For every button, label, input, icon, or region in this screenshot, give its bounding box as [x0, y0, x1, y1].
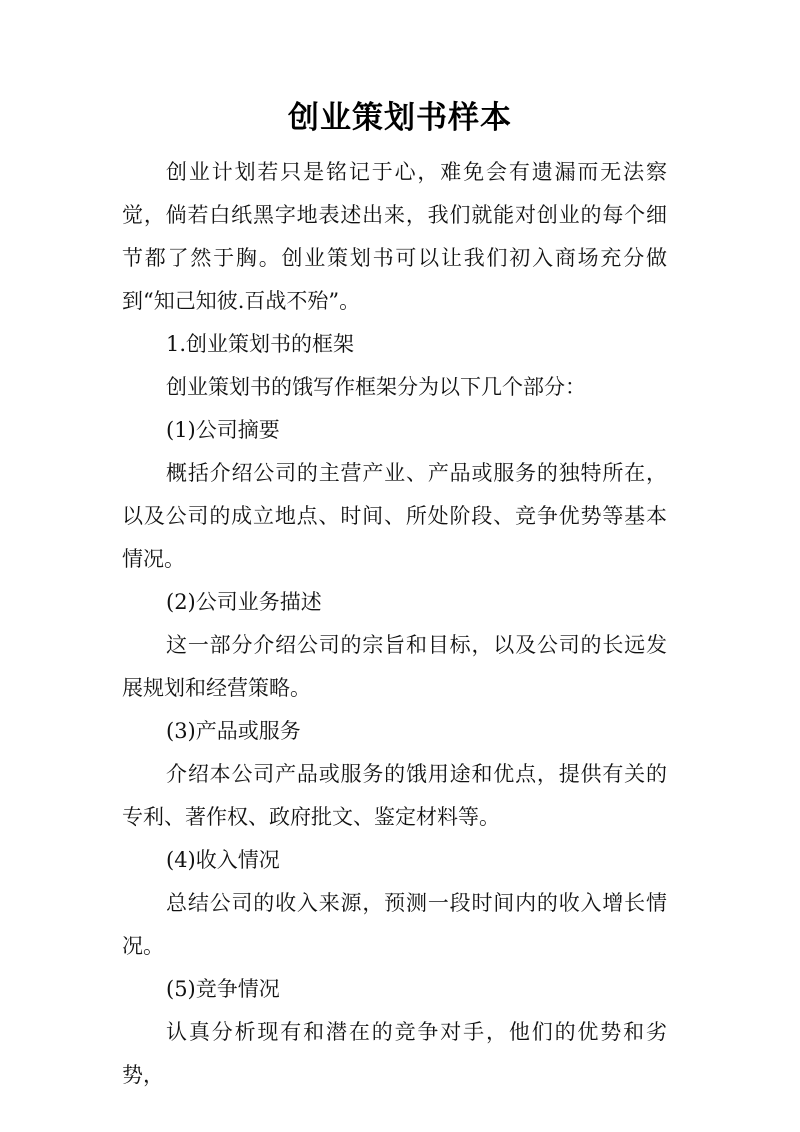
document-title: 创业策划书样本: [288, 100, 512, 136]
intro-paragraph: 创业计划若只是铭记于心，难免会有遗漏而无法察觉，倘若白纸黑字地表述出来，我们就能对创业的每个细节都了然于胸。创业策划书可以让我们初入商场充分做到“知己知彼.百战不殆”。: [122, 160, 667, 313]
competition-paragraph: 认真分析现有和潜在的竞争对手，他们的优势和劣势，: [122, 1020, 667, 1087]
framework-intro-paragraph: 创业策划书的饿写作框架分为以下几个部分：: [166, 375, 586, 399]
revenue-paragraph: 总结公司的收入来源，预测一段时间内的收入增长情况。: [122, 891, 667, 958]
business-description-paragraph: 这一部分介绍公司的宗旨和目标，以及公司的长远发展规划和经营策略。: [122, 633, 667, 700]
subheading-company-summary: (1)公司摘要: [166, 418, 280, 442]
products-services-paragraph: 介绍本公司产品或服务的饿用途和优点，提供有关的专利、著作权、政府批文、鉴定材料等。: [122, 762, 667, 829]
subheading-revenue: (4)收入情况: [166, 848, 280, 872]
company-summary-paragraph: 概括介绍公司的主营产业、产品或服务的独特所在，以及公司的成立地点、时间、所处阶段、竞争优势等基本情况。: [122, 461, 667, 571]
section-heading-framework: 1.创业策划书的框架: [166, 332, 355, 356]
subheading-competition: (5)竞争情况: [166, 977, 280, 1001]
subheading-business-description: (2)公司业务描述: [166, 590, 322, 614]
subheading-products-services: (3)产品或服务: [166, 719, 301, 743]
document-body: [122, 151, 667, 1097]
